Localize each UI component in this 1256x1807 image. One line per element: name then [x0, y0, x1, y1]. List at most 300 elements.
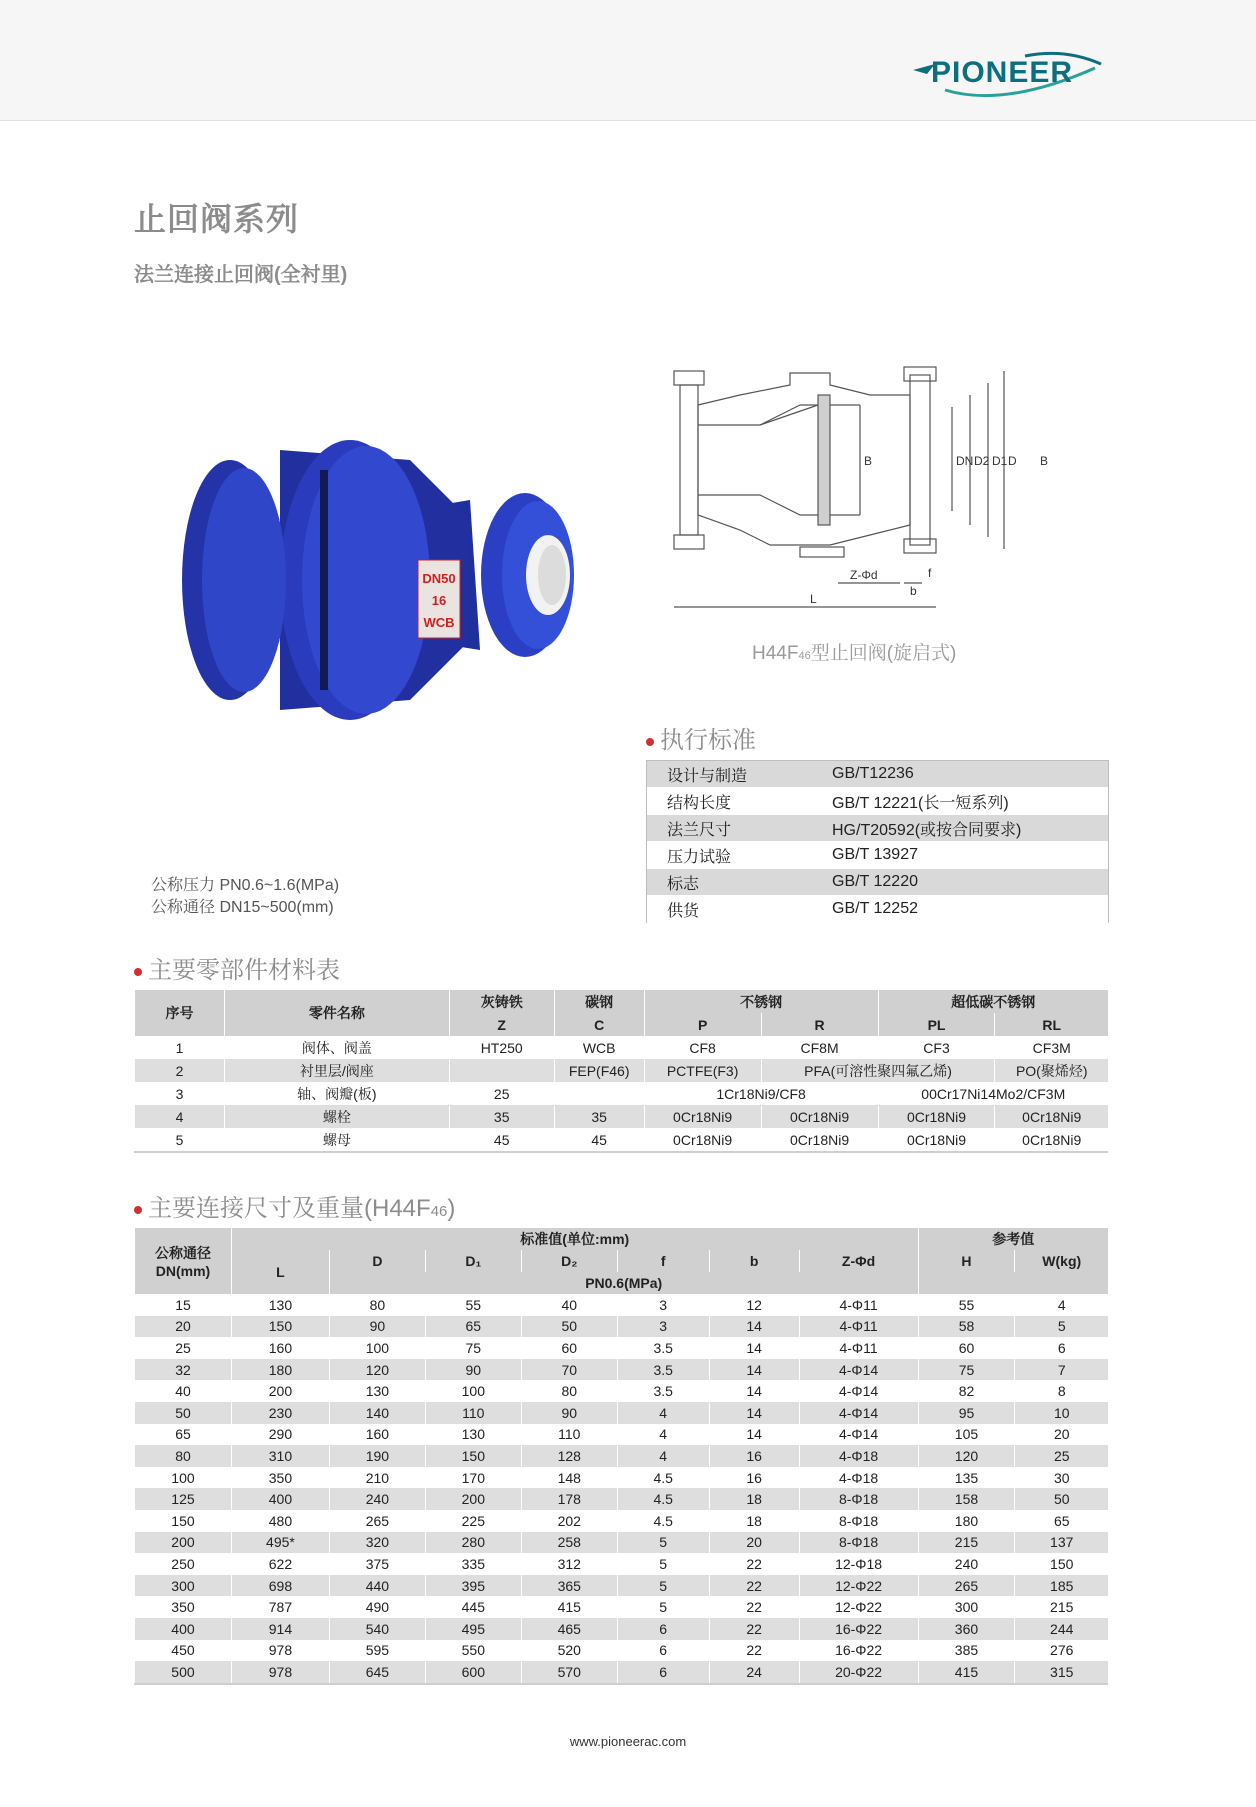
- header-no: 序号: [135, 990, 225, 1036]
- cell-D1: 280: [425, 1532, 521, 1554]
- cell-dn: 250: [135, 1553, 232, 1575]
- page-title: 止回阀系列: [134, 201, 300, 237]
- nameplate-pn: 16: [431, 593, 447, 608]
- cell-empty: [554, 1082, 644, 1105]
- cell-z: 8-Φ18: [799, 1510, 918, 1532]
- cell-D: 240: [329, 1488, 425, 1510]
- cell-L: 150: [231, 1316, 329, 1338]
- cell-b: 12: [709, 1294, 799, 1316]
- cell-L: 914: [231, 1618, 329, 1640]
- table-row: [135, 1082, 1109, 1105]
- cell-f: 3.5: [617, 1380, 709, 1402]
- cell-D1: 200: [425, 1488, 521, 1510]
- header-b: b: [709, 1250, 799, 1272]
- cell-part: 螺栓: [224, 1105, 449, 1128]
- table-row: [135, 1128, 1109, 1152]
- table-row: [135, 1424, 1109, 1446]
- table-row: [135, 1337, 1109, 1359]
- cell-dn: 150: [135, 1510, 232, 1532]
- table-row: [135, 1575, 1109, 1597]
- header-code-p: P: [644, 1013, 761, 1036]
- cell-D: 120: [329, 1359, 425, 1381]
- standard-value: GB/T 12221(长一短系列): [812, 788, 1108, 815]
- header-code-z: Z: [449, 1013, 554, 1036]
- cell-D2: 148: [521, 1467, 617, 1489]
- cell-f: 4: [617, 1445, 709, 1467]
- cell-z: 4-Φ14: [799, 1402, 918, 1424]
- cell-D: 140: [329, 1402, 425, 1424]
- header-ultra-low-carbon: 超低碳不锈钢: [878, 990, 1108, 1013]
- standard-key: 法兰尺寸: [647, 815, 812, 842]
- caption-model: H44F: [752, 643, 799, 664]
- table-row: [135, 1402, 1109, 1424]
- cell-z: 20-Φ22: [799, 1661, 918, 1684]
- standard-key: 结构长度: [647, 788, 812, 815]
- cell-f: 4: [617, 1424, 709, 1446]
- cell-H: 55: [918, 1294, 1015, 1316]
- table-row: [647, 869, 1108, 896]
- header-D: D: [329, 1250, 425, 1272]
- cell-D2: 70: [521, 1359, 617, 1381]
- cell-dn: 32: [135, 1359, 232, 1381]
- pioneer-logo: [905, 50, 1105, 106]
- cell-z: 4-Φ14: [799, 1359, 918, 1381]
- cell-part: 螺母: [224, 1128, 449, 1152]
- label-D1: D1: [992, 454, 1008, 468]
- cell-L: 495*: [231, 1532, 329, 1554]
- standard-key: 标志: [647, 869, 812, 896]
- cell-D: 320: [329, 1532, 425, 1554]
- cell-D: 100: [329, 1337, 425, 1359]
- cell-D1: 110: [425, 1402, 521, 1424]
- cell-b: 14: [709, 1380, 799, 1402]
- cell-ultra: 00Cr17Ni14Mo2/CF3M: [878, 1082, 1108, 1105]
- cell-f: 6: [617, 1618, 709, 1640]
- header-stainless: 不锈钢: [644, 990, 878, 1013]
- bullet-dot: [134, 1206, 142, 1214]
- cell-z: 8-Φ18: [799, 1532, 918, 1554]
- cell-W: 7: [1015, 1359, 1108, 1381]
- table-row: [647, 896, 1108, 923]
- cell-c: 45: [554, 1128, 644, 1152]
- standard-key: 压力试验: [647, 842, 812, 869]
- nameplate-dn: DN50: [422, 571, 456, 586]
- cell-b: 20: [709, 1532, 799, 1554]
- cell-D2: 465: [521, 1618, 617, 1640]
- cell-W: 50: [1015, 1488, 1108, 1510]
- cell-H: 240: [918, 1553, 1015, 1575]
- logo-text: PIONEER: [931, 56, 1074, 89]
- cell-D2: 128: [521, 1445, 617, 1467]
- cell-L: 350: [231, 1467, 329, 1489]
- standard-value: GB/T 13927: [812, 842, 1108, 869]
- cell-part: 衬里层/阀座: [224, 1059, 449, 1082]
- cell-b: 14: [709, 1337, 799, 1359]
- cell-D2: 80: [521, 1380, 617, 1402]
- cell-dn: 125: [135, 1488, 232, 1510]
- table-row: [135, 1661, 1109, 1684]
- nameplate-material: WCB: [423, 615, 455, 630]
- cell-b: 14: [709, 1316, 799, 1338]
- cell-D: 210: [329, 1467, 425, 1489]
- cell-pfa: PFA(可溶性聚四氟乙烯): [761, 1059, 995, 1082]
- cell-dn: 350: [135, 1596, 232, 1618]
- header-f: f: [617, 1250, 709, 1272]
- header-D1: D₁: [425, 1250, 521, 1272]
- label-z: Z-Φd: [850, 568, 878, 582]
- cell-p: 0Cr18Ni9: [644, 1128, 761, 1152]
- standards-heading: [646, 720, 756, 755]
- cell-dn: 400: [135, 1618, 232, 1640]
- cell-f: 4.5: [617, 1467, 709, 1489]
- cell-L: 160: [231, 1337, 329, 1359]
- cell-W: 150: [1015, 1553, 1108, 1575]
- cell-f: 6: [617, 1661, 709, 1684]
- standard-value: GB/T 12220: [812, 869, 1108, 896]
- header-z: Z-Φd: [799, 1250, 918, 1272]
- cell-f: 5: [617, 1553, 709, 1575]
- label-D: D: [1008, 454, 1017, 468]
- cell-b: 18: [709, 1510, 799, 1532]
- cell-r: 0Cr18Ni9: [761, 1105, 878, 1128]
- footer-url: www.pioneerac.com: [569, 1734, 687, 1749]
- cell-L: 787: [231, 1596, 329, 1618]
- cell-D2: 365: [521, 1575, 617, 1597]
- cell-D2: 90: [521, 1402, 617, 1424]
- cell-f: 5: [617, 1596, 709, 1618]
- cell-D1: 495: [425, 1618, 521, 1640]
- cell-W: 276: [1015, 1640, 1108, 1662]
- cell-D: 90: [329, 1316, 425, 1338]
- standards-table: [647, 761, 1108, 923]
- cell-W: 65: [1015, 1510, 1108, 1532]
- cell-dn: 20: [135, 1316, 232, 1338]
- table-row: [135, 1618, 1109, 1640]
- cell-W: 5: [1015, 1316, 1108, 1338]
- table-row: [135, 1359, 1109, 1381]
- cell-dn: 50: [135, 1402, 232, 1424]
- cell-H: 265: [918, 1575, 1015, 1597]
- label-B-inner: B: [864, 454, 873, 468]
- cell-b: 22: [709, 1575, 799, 1597]
- cell-dn: 25: [135, 1337, 232, 1359]
- label-D2: D2: [974, 454, 990, 468]
- cell-stainless: 1Cr18Ni9/CF8: [644, 1082, 878, 1105]
- cell-f: 6: [617, 1640, 709, 1662]
- cell-b: 22: [709, 1640, 799, 1662]
- header-D2: D₂: [521, 1250, 617, 1272]
- dimensions-heading-text: 主要连接尺寸及重量(H44F: [148, 1195, 431, 1222]
- cell-L: 290: [231, 1424, 329, 1446]
- cell-D2: 258: [521, 1532, 617, 1554]
- cell-f: 3: [617, 1294, 709, 1316]
- cell-z: 45: [449, 1128, 554, 1152]
- cell-L: 200: [231, 1380, 329, 1402]
- cell-D: 130: [329, 1380, 425, 1402]
- cell-H: 75: [918, 1359, 1015, 1381]
- dimensions-heading: [134, 1188, 455, 1223]
- cell-D1: 65: [425, 1316, 521, 1338]
- label-L: L: [810, 592, 817, 606]
- cell-b: 14: [709, 1359, 799, 1381]
- cell-D2: 60: [521, 1337, 617, 1359]
- cell-D1: 550: [425, 1640, 521, 1662]
- cell-b: 16: [709, 1467, 799, 1489]
- standard-value: GB/T12236: [812, 761, 1108, 788]
- cell-H: 120: [918, 1445, 1015, 1467]
- cell-W: 244: [1015, 1618, 1108, 1640]
- cell-b: 14: [709, 1424, 799, 1446]
- standards-heading-text: 执行标准: [660, 727, 756, 754]
- standard-value: HG/T20592(或按合同要求): [812, 815, 1108, 842]
- cell-b: 22: [709, 1553, 799, 1575]
- cell-D: 375: [329, 1553, 425, 1575]
- cell-part: 轴、阀瓣(板): [224, 1082, 449, 1105]
- cell-b: 24: [709, 1661, 799, 1684]
- label-b: b: [910, 584, 917, 598]
- page-subtitle: 法兰连接止回阀(全衬里): [134, 264, 348, 286]
- cell-D1: 335: [425, 1553, 521, 1575]
- cell-z: 35: [449, 1105, 554, 1128]
- header-code-rl: RL: [995, 1013, 1108, 1036]
- header-gray-iron: 灰铸铁: [449, 990, 554, 1013]
- cell-pl: CF3: [878, 1036, 995, 1059]
- cell-no: 3: [135, 1082, 225, 1105]
- cell-b: 18: [709, 1488, 799, 1510]
- standard-value: GB/T 12252: [812, 896, 1108, 923]
- header-part: 零件名称: [224, 990, 449, 1036]
- cell-z: 4-Φ14: [799, 1380, 918, 1402]
- header-code-c: C: [554, 1013, 644, 1036]
- cell-no: 4: [135, 1105, 225, 1128]
- cell-W: 215: [1015, 1596, 1108, 1618]
- cell-b: 22: [709, 1596, 799, 1618]
- cell-H: 215: [918, 1532, 1015, 1554]
- cell-b: 22: [709, 1618, 799, 1640]
- cell-z: 8-Φ18: [799, 1488, 918, 1510]
- cell-H: 135: [918, 1467, 1015, 1489]
- cell-dn: 80: [135, 1445, 232, 1467]
- bullet-dot: [134, 968, 142, 976]
- cell-z: 25: [449, 1082, 554, 1105]
- cell-dn: 450: [135, 1640, 232, 1662]
- cell-f: 3.5: [617, 1337, 709, 1359]
- cell-D2: 520: [521, 1640, 617, 1662]
- cell-z: 4-Φ14: [799, 1424, 918, 1446]
- cell-H: 82: [918, 1380, 1015, 1402]
- header-H: H: [918, 1250, 1015, 1272]
- cell-D1: 100: [425, 1380, 521, 1402]
- table-row: [135, 1059, 1109, 1082]
- caption-sub: 46: [798, 650, 811, 662]
- cell-z: 12-Φ22: [799, 1575, 918, 1597]
- dimensions-heading-end: ): [447, 1195, 456, 1222]
- table-row: [135, 1294, 1109, 1316]
- standard-key: 供货: [647, 896, 812, 923]
- header-dn-line2: DN(mm): [155, 1263, 211, 1279]
- cell-L: 400: [231, 1488, 329, 1510]
- header-W: W(kg): [1015, 1250, 1108, 1272]
- cell-po: PO(聚烯烃): [995, 1059, 1108, 1082]
- cell-z: 4-Φ11: [799, 1316, 918, 1338]
- cell-no: 5: [135, 1128, 225, 1152]
- standard-key: 设计与制造: [647, 761, 812, 788]
- cell-D1: 170: [425, 1467, 521, 1489]
- cell-z: HT250: [449, 1036, 554, 1059]
- cell-D2: 178: [521, 1488, 617, 1510]
- pressure-range: 公称压力 PN0.6~1.6(MPa): [151, 877, 340, 894]
- cell-H: 60: [918, 1337, 1015, 1359]
- materials-heading-text: 主要零部件材料表: [148, 957, 340, 984]
- cell-W: 20: [1015, 1424, 1108, 1446]
- cell-L: 480: [231, 1510, 329, 1532]
- cell-f: 4.5: [617, 1488, 709, 1510]
- materials-heading: [134, 950, 340, 985]
- bullet-dot: [646, 738, 654, 746]
- table-row: [135, 1036, 1109, 1059]
- cell-D2: 50: [521, 1316, 617, 1338]
- cell-D2: 312: [521, 1553, 617, 1575]
- table-row: [135, 1553, 1109, 1575]
- label-f: f: [928, 566, 932, 580]
- cell-dn: 40: [135, 1380, 232, 1402]
- cell-dn: 100: [135, 1467, 232, 1489]
- header-code-pl: PL: [878, 1013, 995, 1036]
- cell-f: 3: [617, 1316, 709, 1338]
- cell-D2: 40: [521, 1294, 617, 1316]
- cell-W: 185: [1015, 1575, 1108, 1597]
- header-blank: [918, 1272, 1108, 1294]
- cell-H: 385: [918, 1640, 1015, 1662]
- materials-table: [134, 990, 1108, 1153]
- cell-D: 490: [329, 1596, 425, 1618]
- cell-c: WCB: [554, 1036, 644, 1059]
- cell-z: 4-Φ18: [799, 1445, 918, 1467]
- cell-p: CF8: [644, 1036, 761, 1059]
- cell-D2: 570: [521, 1661, 617, 1684]
- cell-H: 360: [918, 1618, 1015, 1640]
- cell-D2: 202: [521, 1510, 617, 1532]
- cell-H: 105: [918, 1424, 1015, 1446]
- table-row: [647, 788, 1108, 815]
- caption-type: 型止回阀(旋启式): [810, 643, 957, 664]
- diameter-range: 公称通径 DN15~500(mm): [151, 899, 334, 916]
- cell-D: 80: [329, 1294, 425, 1316]
- cell-H: 58: [918, 1316, 1015, 1338]
- table-row: [135, 1380, 1109, 1402]
- cell-D1: 225: [425, 1510, 521, 1532]
- cell-D: 190: [329, 1445, 425, 1467]
- cell-f: 3.5: [617, 1359, 709, 1381]
- cell-D2: 415: [521, 1596, 617, 1618]
- spec-note: [151, 875, 339, 919]
- cell-fep: FEP(F46): [554, 1059, 644, 1082]
- drawing-caption: [752, 638, 956, 665]
- cell-f: 5: [617, 1532, 709, 1554]
- cell-f: 4: [617, 1402, 709, 1424]
- cell-H: 300: [918, 1596, 1015, 1618]
- cell-dn: 15: [135, 1294, 232, 1316]
- cell-L: 180: [231, 1359, 329, 1381]
- cell-W: 8: [1015, 1380, 1108, 1402]
- cell-D: 265: [329, 1510, 425, 1532]
- cell-p: 0Cr18Ni9: [644, 1105, 761, 1128]
- cell-D1: 75: [425, 1337, 521, 1359]
- header-dn: [135, 1228, 232, 1294]
- cell-dn: 300: [135, 1575, 232, 1597]
- table-row: [135, 1445, 1109, 1467]
- table-row: [647, 842, 1108, 869]
- section-drawing: [660, 365, 1070, 635]
- cell-W: 30: [1015, 1467, 1108, 1489]
- cell-L: 978: [231, 1661, 329, 1684]
- cell-z: 12-Φ22: [799, 1596, 918, 1618]
- cell-pl: 0Cr18Ni9: [878, 1128, 995, 1152]
- cell-dn: 200: [135, 1532, 232, 1554]
- header-pn: PN0.6(MPa): [329, 1272, 918, 1294]
- header-dn-line1: 公称通径: [154, 1245, 211, 1261]
- table-row: [135, 1488, 1109, 1510]
- table-row: [135, 1316, 1109, 1338]
- cell-D1: 445: [425, 1596, 521, 1618]
- cell-z: 12-Φ18: [799, 1553, 918, 1575]
- label-DN: DN: [956, 454, 974, 468]
- cell-W: 6: [1015, 1337, 1108, 1359]
- cell-rl: 0Cr18Ni9: [995, 1128, 1108, 1152]
- cell-L: 698: [231, 1575, 329, 1597]
- cell-L: 622: [231, 1553, 329, 1575]
- cell-f: 4.5: [617, 1510, 709, 1532]
- cell-D2: 110: [521, 1424, 617, 1446]
- cell-D: 440: [329, 1575, 425, 1597]
- cell-rl: CF3M: [995, 1036, 1108, 1059]
- cell-f: 5: [617, 1575, 709, 1597]
- cell-dn: 65: [135, 1424, 232, 1446]
- cell-W: 315: [1015, 1661, 1108, 1684]
- cell-H: 180: [918, 1510, 1015, 1532]
- header-code-r: R: [761, 1013, 878, 1036]
- cell-no: 1: [135, 1036, 225, 1059]
- table-row: [135, 1596, 1109, 1618]
- cell-D: 160: [329, 1424, 425, 1446]
- cell-L: 310: [231, 1445, 329, 1467]
- cell-W: 25: [1015, 1445, 1108, 1467]
- cell-z: 4-Φ11: [799, 1294, 918, 1316]
- cell-W: 137: [1015, 1532, 1108, 1554]
- cell-D1: 55: [425, 1294, 521, 1316]
- cell-W: 4: [1015, 1294, 1108, 1316]
- cell-z: 16-Φ22: [799, 1618, 918, 1640]
- header-carbon-steel: 碳钢: [554, 990, 644, 1013]
- cell-L: 978: [231, 1640, 329, 1662]
- cell-D: 645: [329, 1661, 425, 1684]
- cell-z: 16-Φ22: [799, 1640, 918, 1662]
- cell-D: 595: [329, 1640, 425, 1662]
- header-reference: 参考值: [918, 1228, 1108, 1250]
- header-standard: 标准值(单位:mm): [231, 1228, 918, 1250]
- cell-c: 35: [554, 1105, 644, 1128]
- table-row: [135, 1105, 1109, 1128]
- cell-L: 130: [231, 1294, 329, 1316]
- cell-b: 14: [709, 1402, 799, 1424]
- table-row: [647, 815, 1108, 842]
- cell-dn: 500: [135, 1661, 232, 1684]
- cell-z: 4-Φ11: [799, 1337, 918, 1359]
- cell-no: 2: [135, 1059, 225, 1082]
- label-B-outer: B: [1040, 454, 1049, 468]
- cell-D1: 395: [425, 1575, 521, 1597]
- cell-b: 16: [709, 1445, 799, 1467]
